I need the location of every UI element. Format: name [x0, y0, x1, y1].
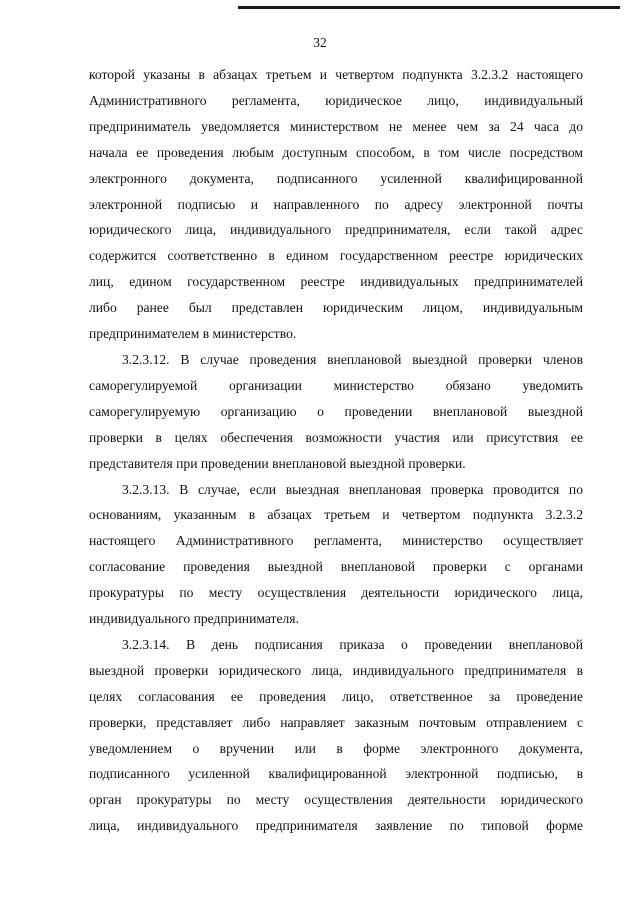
text-line: целях согласования ее проведения лицо, ответственное за проведение — [89, 688, 583, 704]
page-number: 32 — [313, 35, 327, 50]
text-line: уведомлением о вручении или в форме электронного документа, — [89, 740, 583, 756]
text-line: выездной проверки юридического лица, индивидуального предпринимателя в — [89, 662, 583, 678]
text-line: представителя при проведении внеплановой выездной проверки. — [89, 455, 466, 471]
text-line: лиц, едином государственном реестре индивидуальных предпринимателей — [89, 274, 583, 290]
text-line: либо ранее был представлен юридическим лицом, индивидуальным — [89, 300, 583, 316]
text-line: 3.2.3.13. В случае, если выездная внеплановая проверка проводится по — [122, 481, 583, 497]
text-line: Административного регламента, юридическое лицо, индивидуальный — [89, 92, 583, 108]
text-line: проверки в целях обеспечения возможности участия или присутствия ее — [89, 429, 583, 445]
text-line: настоящего Административного регламента, министерство осуществляет — [89, 533, 583, 549]
text-line: юридического лица, индивидуального предпринимателя, если такой адрес — [89, 222, 583, 238]
text-line: согласование проведения выездной внеплановой проверки с органами — [89, 559, 583, 575]
paragraph-3-2-3-13 — [89, 477, 583, 632]
paragraph-3-2-3-14 — [89, 632, 583, 839]
text-line: орган прокуратуры по месту осуществления деятельности юридического — [89, 792, 583, 808]
document-body — [89, 62, 583, 839]
text-line: предпринимателем в министерство. — [89, 326, 297, 342]
paragraph-3-2-3-12 — [89, 347, 583, 477]
paragraph-continuation — [89, 62, 583, 347]
text-line: основаниям, указанным в абзацах третьем и четвертом подпункта 3.2.3.2 — [89, 507, 583, 523]
text-line: саморегулируемой организации министерство обязано уведомить — [89, 377, 583, 393]
text-line: проверки, представляет либо направляет заказным почтовым отправлением с — [89, 714, 583, 730]
text-line: начала ее проведения любым доступным способом, в том числе посредством — [89, 144, 583, 160]
text-line: подписанного усиленной квалифицированной электронной подписью, в — [89, 766, 583, 782]
text-line: саморегулируемую организацию о проведении внеплановой выездной — [89, 403, 583, 419]
text-line: индивидуального предпринимателя. — [89, 611, 299, 627]
text-line: прокуратуры по месту осуществления деятельности юридического лица, — [89, 585, 583, 601]
text-line: 3.2.3.14. В день подписания приказа о проведении внеплановой — [122, 636, 583, 652]
text-line: лица, индивидуального предпринимателя заявление по типовой форме — [89, 818, 583, 834]
text-line: содержится соответственно в едином государственном реестре юридических — [89, 248, 583, 264]
text-line: предприниматель уведомляется министерством не менее чем за 24 часа до — [89, 118, 583, 134]
text-line: электронного документа, подписанного усиленной квалифицированной — [89, 170, 583, 186]
text-line: 3.2.3.12. В случае проведения внеплановой выездной проверки членов — [122, 351, 583, 367]
top-rule — [238, 6, 620, 9]
text-line: которой указаны в абзацах третьем и четвертом подпункта 3.2.3.2 настоящего — [89, 67, 583, 82]
text-line: электронной подписью и направленного по адресу электронной почты — [89, 196, 583, 212]
